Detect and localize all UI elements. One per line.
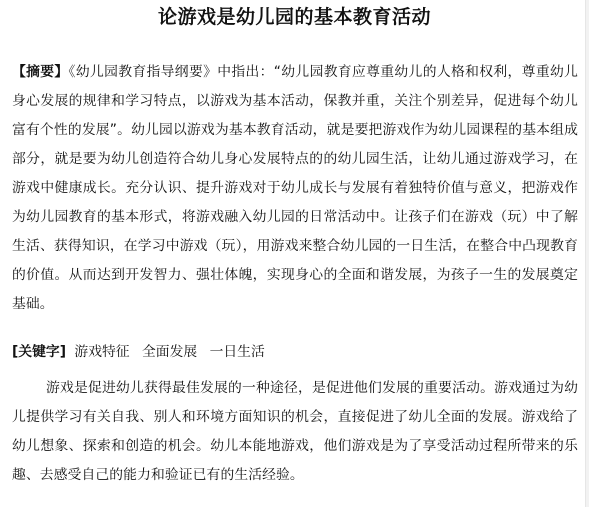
abstract-paragraph (12, 58, 578, 319)
body-paragraph: 游戏是促进幼儿获得最佳发展的一种途径，是促进他们发展的重要活动。游戏通过为幼儿提供学习有关自我、别人和环境方面知识的机会，直接促进了幼儿全面的发展。游戏给了幼儿想象、探索和创造的机会。幼儿本能地游戏，他们游戏是为了享受活动过程所带来的乐趣、去感受自己的能力和验证已有的生活经验。 (12, 380, 578, 483)
document-title: 论游戏是幼儿园的基本教育活动 (157, 6, 431, 28)
abstract-label: 【摘要】 (12, 64, 69, 80)
keyword-item: 全面发展 (141, 344, 198, 360)
keywords-label: [关键字] (12, 344, 67, 360)
page-edge (585, 0, 589, 507)
keyword-item: 一日生活 (209, 344, 265, 360)
keywords-line (12, 339, 578, 365)
keyword-item: 游戏特征 (74, 344, 130, 360)
abstract-text: 《幼儿园教育指导纲要》中指出：“幼儿园教育应尊重幼儿的人格和权利，尊重幼儿身心发展的规律和学习特点，以游戏为基本活动，保教并重，关注个别差异，促进每个幼儿富有个性的发展”。幼儿园以游戏为基本教育活动，就是要把游戏作为幼儿园课程的基本组成部分，就是要为幼儿创造符合幼儿身心发展特点的的幼儿园生活，让幼儿通过游戏学习，在游戏中健康成长。充分认识、提升游戏对于幼儿成长与发展有着独特价值与意义，把游戏作为幼儿园教育的基本形式，将游戏融入幼儿园的日常活动中。让孩子们在游戏（玩）中了解生活、获得知识，在学习中游戏（玩），用游戏来整合幼儿园的一日生活，在整合中凸现教育的价值。从而达到开发智力、强壮体魄，实现身心的全面和谐发展，为孩子一生的发展奠定基础。 (12, 64, 578, 312)
